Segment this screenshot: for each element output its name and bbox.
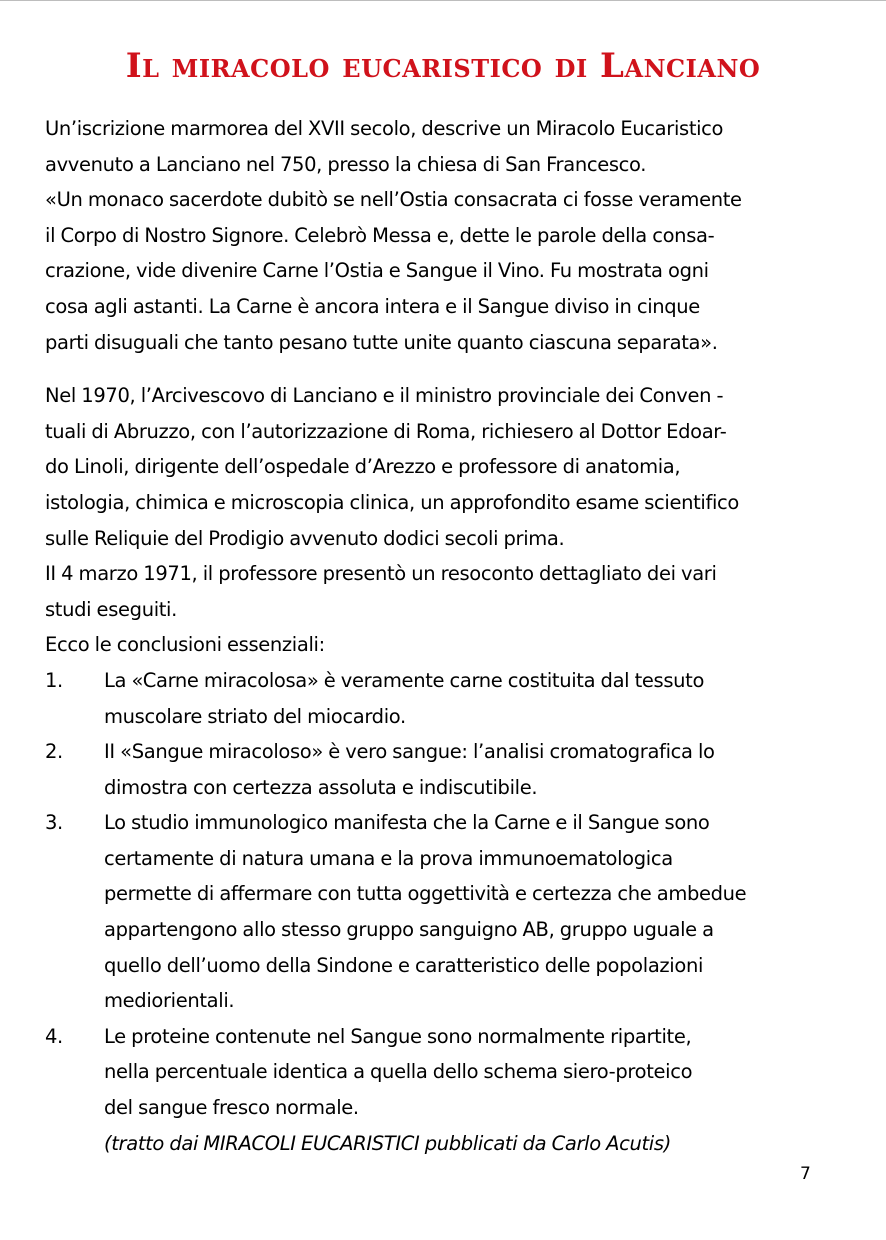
list-item-text (104, 663, 805, 734)
list-number: 2. (45, 740, 63, 764)
text-line: «Un monaco sacerdote dubitò se nell’Ostia consacrata ci fosse veramente (45, 188, 742, 212)
text-line: II «Sangue miracoloso» è vero sangue: l’analisi cromatografica lo (104, 740, 715, 764)
text-line: parti disuguali che tanto pesano tutte unite quanto ciascuna separata». (45, 330, 718, 354)
page-top-rule (0, 0, 886, 1)
text-line: quello dell’uomo della Sindone e caratteristico delle popolazioni (104, 953, 704, 977)
text-line: Lo studio immunologico manifesta che la Carne e il Sangue sono (104, 811, 710, 835)
list-item-text (104, 1019, 805, 1126)
text-line: Un’iscrizione marmorea del XVII secolo, descrive un Miracolo Eucaristico (45, 117, 724, 140)
conclusions-list (45, 663, 805, 1126)
text-line: nella percentuale identica a quella dello schema siero-proteico (104, 1060, 693, 1084)
text-line: do Linoli, dirigente dell’ospedale d’Arezzo e professore di anatomia, (45, 455, 681, 479)
text-line: mediorientali. (104, 989, 235, 1013)
article-body (45, 111, 805, 1161)
list-item-text (104, 734, 805, 805)
text-line: Le proteine contenute nel Sangue sono normalmente ripartite, (104, 1024, 692, 1048)
list-number: 4. (45, 1024, 63, 1048)
text-line: Nel 1970, l’Arcivescovo di Lanciano e il ministro provinciale dei Conven - (45, 384, 724, 408)
text-line: del sangue fresco normale. (104, 1096, 359, 1120)
text-line: dimostra con certezza assoluta e indiscutibile. (104, 775, 538, 799)
text-line: cosa agli astanti. La Carne è ancora intera e il Sangue diviso in cinque (45, 294, 700, 318)
page-number: 7 (800, 1164, 811, 1184)
text-line: permette di affermare con tutta oggettività e certezza che ambedue (104, 882, 747, 906)
list-item (45, 734, 805, 805)
text-line: muscolare striato del miocardio. (104, 704, 406, 728)
text-line: Ecco le conclusioni essenziali: (45, 633, 325, 657)
text-line: tuali di Abruzzo, con l’autorizzazione di Roma, richiesero al Dottor Edoar- (45, 419, 727, 443)
list-item (45, 1019, 805, 1126)
intro-paragraph (45, 111, 805, 360)
investigation-paragraph (45, 378, 805, 663)
list-item-text (104, 805, 805, 1019)
text-line: istologia, chimica e microscopia clinica, un approfondito esame scientifico (45, 490, 739, 514)
text-line: crazione, vide divenire Carne l’Ostia e Sangue il Vino. Fu mostrata ogni (45, 259, 709, 283)
text-line: II 4 marzo 1971, il professore presentò un resoconto dettagliato dei vari (45, 562, 717, 586)
text-line: sulle Reliquie del Prodigio avvenuto dodici secoli prima. (45, 526, 565, 550)
text-line: La «Carne miracolosa» è veramente carne costituita dal tessuto (104, 668, 705, 692)
text-line: avvenuto a Lanciano nel 750, presso la chiesa di San Francesco. (45, 152, 647, 176)
list-item (45, 663, 805, 734)
page-title: Il miracolo eucaristico di Lanciano (125, 46, 761, 86)
list-item (45, 805, 805, 1019)
source-citation: (tratto dai MIRACOLI EUCARISTICI pubblicati da Carlo Acutis) (104, 1131, 671, 1155)
text-line: appartengono allo stesso gruppo sanguigno AB, gruppo uguale a (104, 918, 714, 942)
text-line: il Corpo di Nostro Signore. Celebrò Messa e, dette le parole della consa- (45, 223, 715, 247)
text-line: certamente di natura umana e la prova immunoematologica (104, 846, 673, 870)
list-number: 1. (45, 668, 63, 692)
paragraph-spacer (45, 360, 805, 378)
text-line: studi eseguiti. (45, 597, 177, 621)
list-number: 3. (45, 811, 63, 835)
